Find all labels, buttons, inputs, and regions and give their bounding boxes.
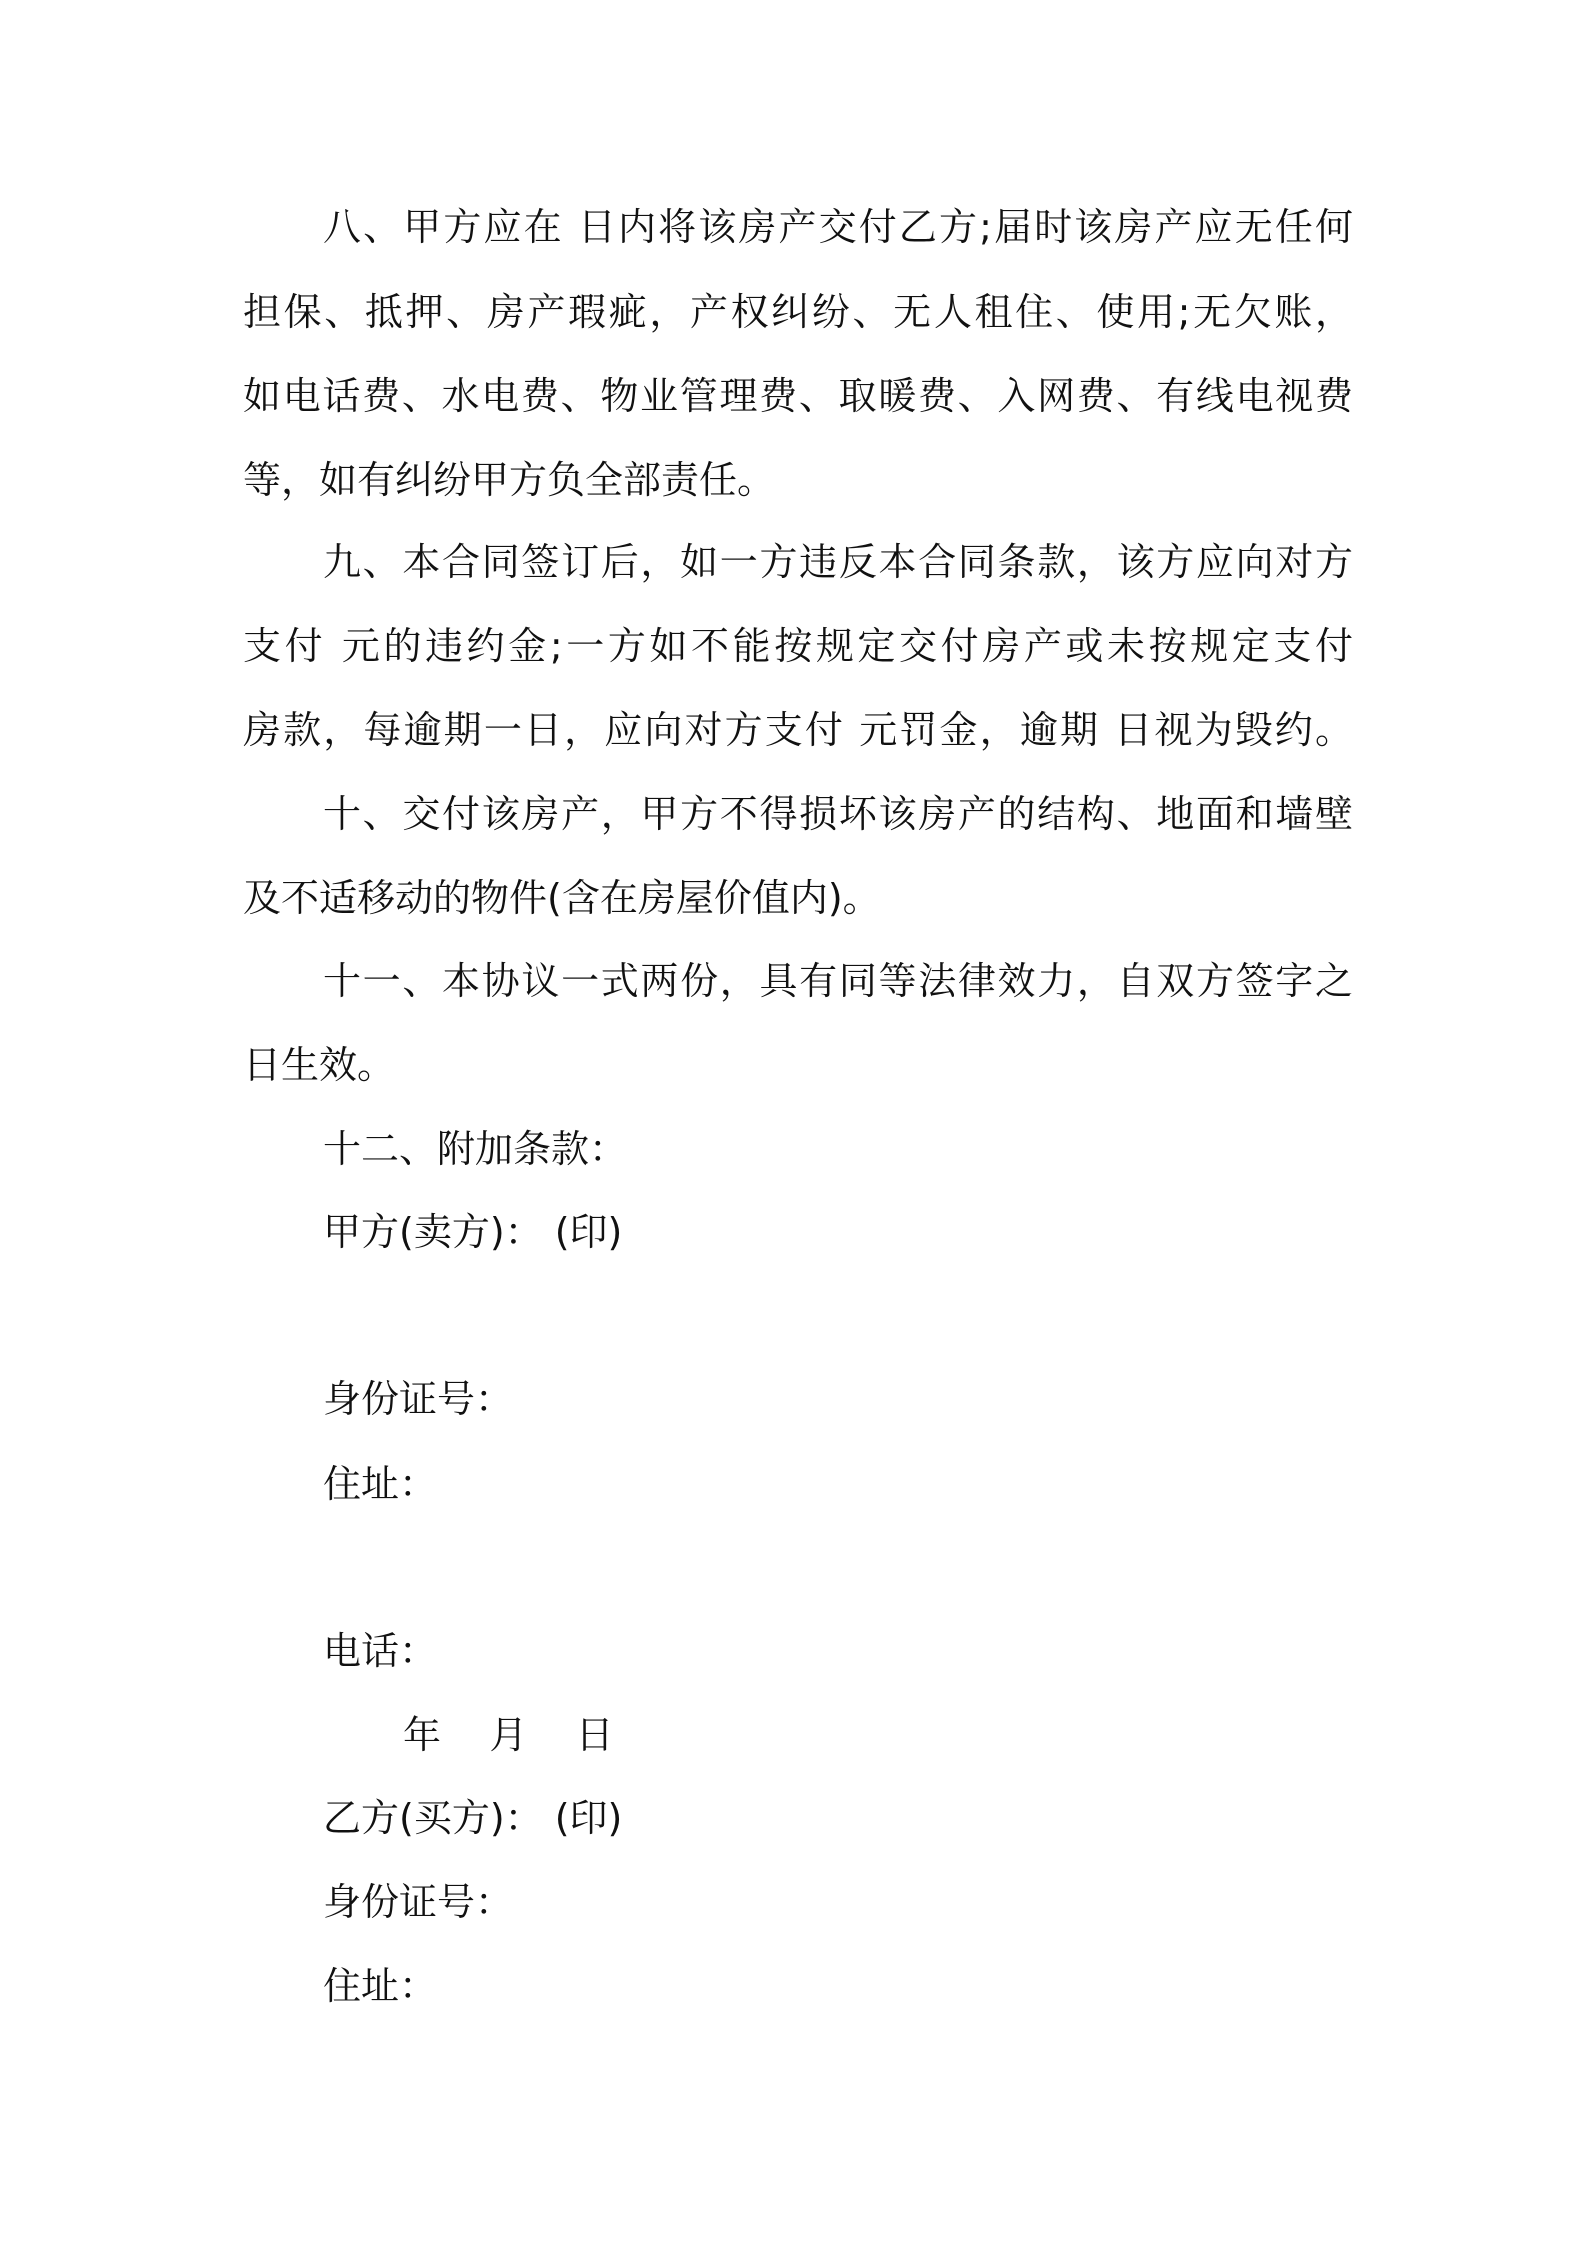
clause-9-line-1: 九、本合同签订后，如一方违反本合同条款，该方应向对方 (323, 540, 1353, 584)
seller-date: 年 月 日 (403, 1713, 614, 1757)
buyer-address-label: 住址： (323, 1964, 438, 2008)
seller-id-label: 身份证号： (323, 1377, 514, 1421)
clause-8-line-2: 担保、抵押、房产瑕疵，产权纠纷、无人租住、使用;无欠账， (243, 290, 1353, 334)
clause-11-line-2: 日生效。 (243, 1043, 396, 1087)
clause-10-line-2: 及不适移动的物件(含在房屋价值内)。 (243, 876, 881, 920)
clause-8-line-3: 如电话费、水电费、物业管理费、取暖费、入网费、有线电视费 (243, 374, 1353, 418)
buyer-party: 乙方(买方)： (印) (323, 1796, 623, 1840)
clause-8-line-4: 等，如有纠纷甲方负全部责任。 (243, 458, 776, 502)
clause-9-line-3: 房款，每逾期一日，应向对方支付 元罚金，逾期 日视为毁约。 (243, 708, 1353, 752)
clause-12: 十二、附加条款： (323, 1127, 628, 1171)
seller-address-label: 住址： (323, 1462, 438, 1506)
clause-8-line-1: 八、甲方应在 日内将该房产交付乙方;届时该房产应无任何 (323, 205, 1353, 249)
clause-11-line-1: 十一、本协议一式两份，具有同等法律效力，自双方签字之 (323, 959, 1353, 1003)
seller-phone-label: 电话： (323, 1629, 438, 1673)
buyer-id-label: 身份证号： (323, 1880, 514, 1924)
seller-party: 甲方(卖方)： (印) (323, 1210, 623, 1254)
clause-10-line-1: 十、交付该房产，甲方不得损坏该房产的结构、地面和墙壁 (323, 792, 1353, 836)
clause-9-line-2: 支付 元的违约金;一方如不能按规定交付房产或未按规定支付 (243, 624, 1353, 668)
